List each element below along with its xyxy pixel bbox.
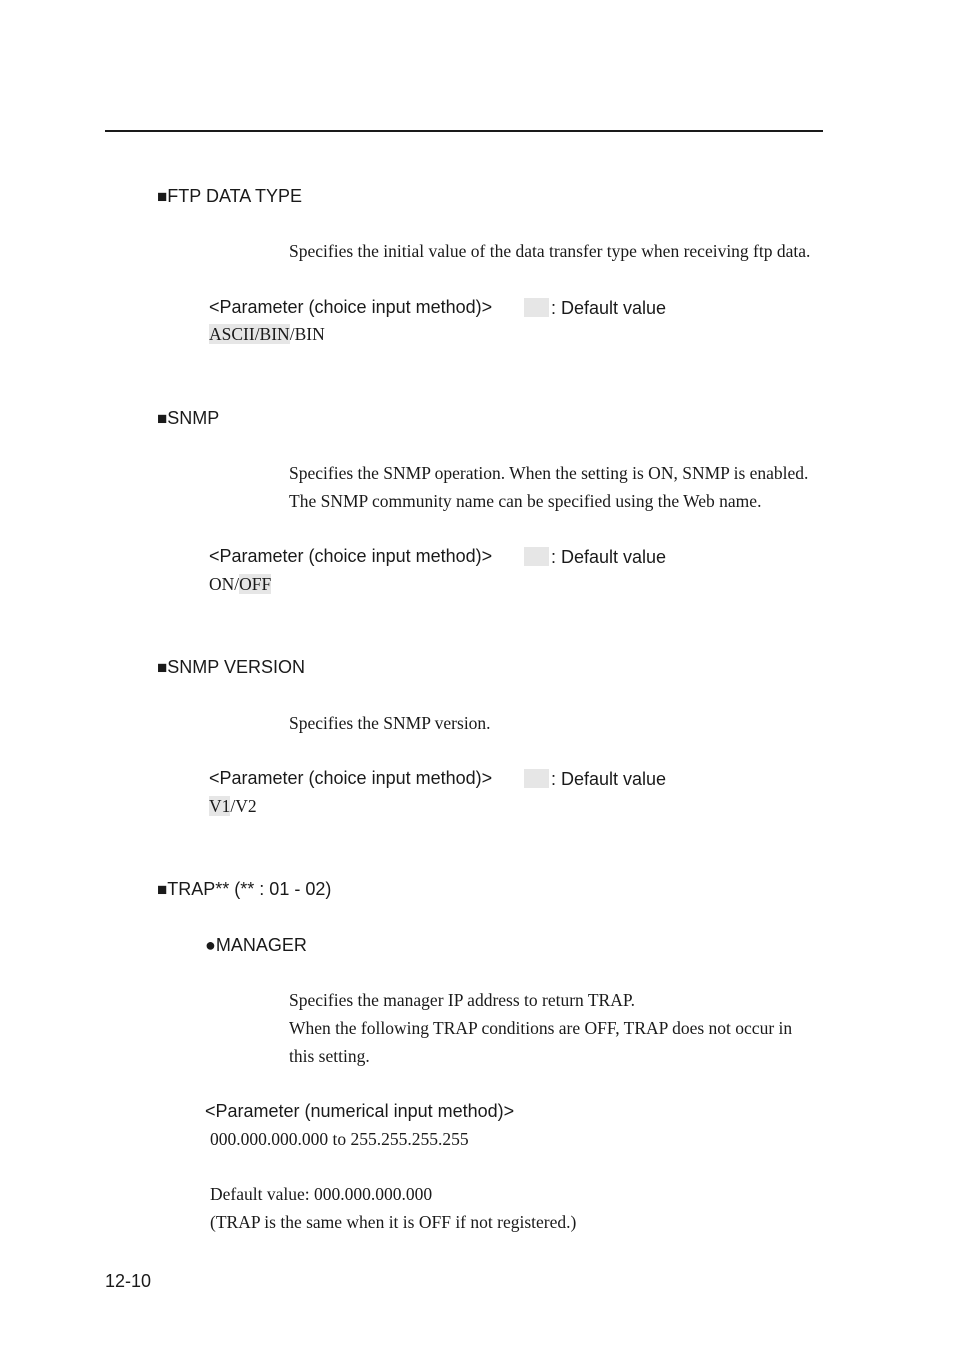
snmp-parameter-label: <Parameter (choice input method)>	[209, 546, 493, 566]
snmp-version-other-choice: /V2	[230, 796, 257, 816]
ftp-description: Specifies the initial value of the data transfer type when receiving ftp data.	[289, 241, 811, 261]
square-bullet-icon: ■	[157, 409, 168, 428]
sub-heading-manager: ●MANAGER	[205, 935, 307, 955]
ftp-default-choice: ASCII/BIN	[209, 324, 290, 344]
trap-description-line-1: Specifies the manager IP address to return TRAP.	[289, 990, 636, 1010]
snmp-version-description: Specifies the SNMP version.	[289, 713, 491, 733]
square-bullet-icon: ■	[157, 658, 168, 677]
snmp-default-choice: OFF	[239, 574, 272, 594]
default-swatch	[524, 547, 549, 566]
snmp-description-line-1: Specifies the SNMP operation. When the setting is ON, SNMP is enabled.	[289, 463, 809, 483]
trap-description-line-3: this setting.	[289, 1046, 370, 1066]
circle-bullet-icon: ●	[205, 935, 216, 955]
snmp-version-default-legend: : Default value	[524, 769, 666, 788]
snmp-version-choices	[209, 798, 257, 816]
square-bullet-icon: ■	[157, 187, 168, 206]
trap-default-value: Default value: 000.000.000.000	[210, 1184, 433, 1204]
header-rule	[105, 130, 823, 132]
trap-range: 000.000.000.000 to 255.255.255.255	[210, 1129, 469, 1149]
page-number: 12-10	[105, 1271, 152, 1291]
ftp-choices	[209, 326, 325, 344]
trap-parameter-label: <Parameter (numerical input method)>	[205, 1101, 515, 1121]
snmp-version-default-choice: V1	[209, 796, 231, 816]
ftp-other-choice: /BIN	[289, 324, 325, 344]
trap-description-line-2: When the following TRAP conditions are OFF, TRAP does not occur in	[289, 1018, 793, 1038]
trap-note: (TRAP is the same when it is OFF if not registered.)	[210, 1212, 577, 1232]
section-heading-snmp-version: ■SNMP VERSION	[157, 657, 305, 677]
ftp-parameter-label: <Parameter (choice input method)>	[209, 297, 493, 317]
section-heading-ftp-data-type: ■FTP DATA TYPE	[157, 186, 302, 206]
snmp-default-legend: : Default value	[524, 547, 666, 566]
section-heading-snmp: ■SNMP	[157, 408, 220, 428]
ftp-default-legend: : Default value	[524, 298, 666, 317]
snmp-description-line-2: The SNMP community name can be specified using the Web name.	[289, 491, 762, 511]
snmp-version-parameter-label: <Parameter (choice input method)>	[209, 768, 493, 788]
snmp-other-choice: ON/	[209, 574, 240, 594]
default-swatch	[524, 769, 549, 788]
square-bullet-icon: ■	[157, 880, 168, 899]
snmp-choices	[209, 576, 271, 594]
section-heading-trap: ■TRAP** (** : 01 - 02)	[157, 879, 332, 899]
default-swatch	[524, 298, 549, 317]
